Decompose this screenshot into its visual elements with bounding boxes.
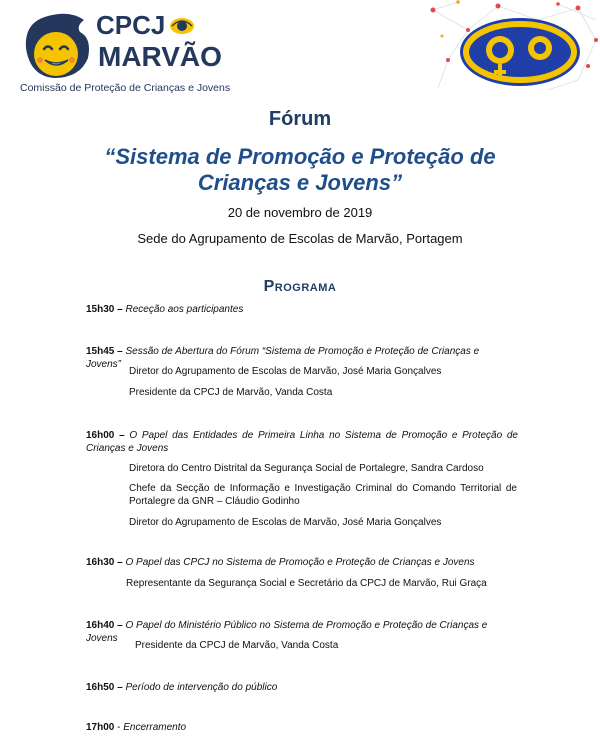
program-separator: –	[114, 304, 126, 315]
program-time: 16h50	[86, 682, 115, 693]
program-item	[86, 682, 516, 695]
program-time: 15h45	[86, 346, 115, 357]
forum-title: Fórum	[268, 108, 332, 130]
program-description: Sessão de Abertura do Fórum “Sistema de Promoção e Proteção de Crianças e Jovens”	[86, 346, 480, 370]
program-time: 16h30	[86, 557, 115, 568]
program-description: Período de intervenção do público	[125, 682, 278, 693]
program-speaker: Diretora do Centro Distrital da Segurança Social de Portalegre, Sandra Cardoso	[129, 463, 484, 474]
program-speaker: Diretor do Agrupamento de Escolas de Marvão, José Maria Gonçalves	[129, 517, 442, 528]
program-speaker: Presidente da CPCJ de Marvão, Vanda Costa	[129, 387, 333, 398]
program-item	[86, 722, 516, 735]
program-description: O Papel das CPCJ no Sistema de Promoção e Proteção de Crianças e Jovens	[125, 557, 475, 568]
program-description: Receção aos participantes	[125, 304, 244, 315]
program-speaker: Representante da Segurança Social e Secretário da CPCJ de Marvão, Rui Graça	[126, 578, 487, 589]
programa-heading: Programa	[263, 278, 337, 295]
forum-subtitle	[0, 144, 600, 196]
forum-subtitle-line2: Crianças e Jovens”	[197, 170, 403, 195]
logo-text-cpcj: CPCJ	[96, 10, 166, 40]
network-emblem-graphic	[428, 0, 600, 92]
program-separator: –	[114, 346, 126, 357]
program-speaker: Presidente da CPCJ de Marvão, Vanda Costa	[135, 640, 339, 651]
program-description: O Papel das Entidades de Primeira Linha no Sistema de Promoção e Proteção de Crianças e Jovens	[86, 430, 518, 454]
program-time: 17h00	[86, 722, 115, 733]
program-separator: –	[114, 682, 126, 693]
program-item	[86, 430, 518, 455]
program-separator: –	[114, 620, 126, 631]
cpcj-logo	[18, 8, 231, 98]
program-separator: –	[114, 430, 130, 441]
event-venue: Sede do Agrupamento de Escolas de Marvão, Portagem	[137, 231, 463, 246]
smiley-face-icon	[18, 8, 98, 80]
eye-icon	[168, 16, 196, 36]
program-time: 15h30	[86, 304, 115, 315]
program-description: Encerramento	[123, 722, 187, 733]
logo-text-marvao: MARVÃO	[98, 41, 222, 72]
program-description: O Papel do Ministério Público no Sistema de Promoção e Proteção de Crianças e Jovens	[86, 620, 488, 644]
logo-subtitle: Comissão de Proteção de Crianças e Jovens	[20, 82, 231, 94]
program-time: 16h00	[86, 430, 115, 441]
program-item	[86, 304, 516, 317]
program-speaker: Diretor do Agrupamento de Escolas de Marvão, José Maria Gonçalves	[129, 366, 442, 377]
program-separator: -	[114, 722, 124, 733]
forum-subtitle-line1: “Sistema de Promoção e Proteção de	[104, 144, 496, 169]
program-speaker: Chefe da Secção de Informação e Investigação Criminal do Comando Territorial de Portalegre da GNR – Cláudio Godinho	[129, 483, 517, 507]
program-separator: –	[114, 557, 126, 568]
event-date: 20 de novembro de 2019	[227, 205, 373, 220]
program-time: 16h40	[86, 620, 115, 631]
program-item	[86, 557, 516, 570]
